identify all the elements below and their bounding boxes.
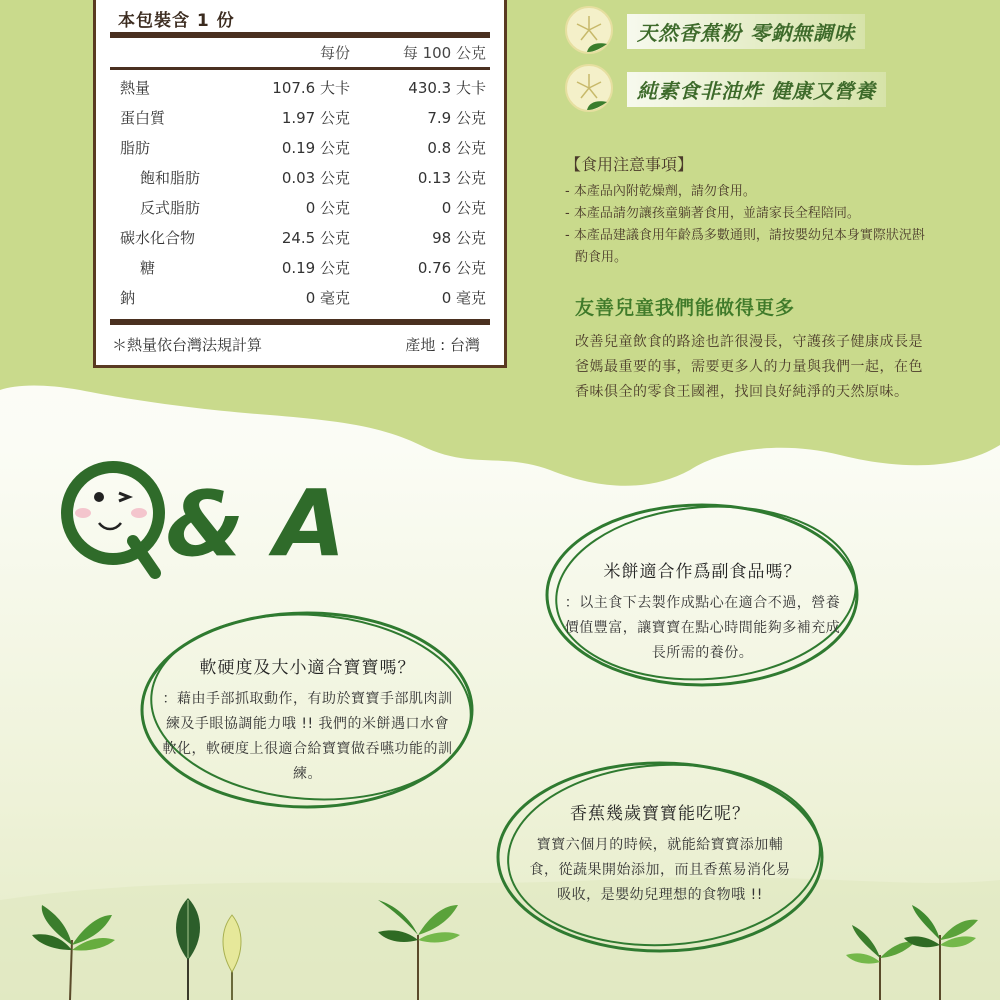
qa-ampersand-text: &: [165, 472, 245, 577]
nutrient-per-100g: 0.76 公克: [417, 259, 486, 277]
nutrition-row: [110, 222, 490, 252]
feature-item: [565, 64, 895, 110]
nutrient-name: 飽和脂肪: [140, 169, 201, 187]
nutrient-per-serving: 0.19 公克: [281, 259, 350, 277]
feature-text: 天然香蕉粉 零鈉無調味: [627, 14, 865, 49]
nutrient-per-serving: 107.6 大卡: [272, 79, 350, 97]
nutrient-per-serving: 0.03 公克: [281, 169, 350, 187]
qa-bubble: [135, 605, 480, 815]
answer-text: ：以主食下去製作成點心在適合不過，營養價值豐富，讓寶寶在點心時間能夠多補充成長所需的養份。: [564, 595, 841, 661]
story-body: 改善兒童飲食的路途也許很漫長，守護孩子健康成長是爸媽最重要的事，需要更多人的力量與我們一起，在色香味俱全的零食王國裡，找回良好純淨的天然原味。: [575, 334, 923, 400]
nutrient-per-serving: 1.97 公克: [281, 109, 350, 127]
banana-slice-icon: [565, 64, 613, 112]
divider: [110, 319, 490, 325]
nutrition-header: [110, 40, 490, 66]
note-item: - 本產品請勿讓孩童躺著食用，並請家長全程陪同。: [565, 206, 860, 221]
banana-slice-icon: [565, 6, 613, 54]
nutrition-row: [110, 132, 490, 162]
nutrition-row: [110, 162, 490, 192]
nutrition-row: [110, 282, 490, 312]
answer-text: ：藉由手部抓取動作，有助於寶寶手部肌肉訓練及手眼協調能力哦 !! 我們的米餅遇口水會軟化，軟硬度上很適合給寶寶做吞嚥功能的訓練。: [162, 691, 453, 782]
nutrient-per-100g: 0.13 公克: [417, 169, 486, 187]
nutrient-name: 脂肪: [120, 139, 151, 157]
answer-text: 寶寶六個月的時候，就能給寶寶添加輔食，從蔬果開始添加，而且香蕉易消化易吸收，是嬰幼兒理想的食物哦 !!: [529, 837, 791, 903]
nutrient-name: 蛋白質: [120, 109, 166, 127]
qa-a-text: A: [274, 470, 346, 577]
nutrient-name: 碳水化合物: [120, 229, 196, 247]
nutrient-per-100g: 0 公克: [441, 199, 486, 217]
divider: [110, 32, 490, 38]
origin-label: 產地 : 台灣: [405, 336, 480, 354]
question-text: 米餅適合作爲副食品嗎？: [603, 562, 802, 582]
feature-item: [565, 6, 895, 52]
usage-notes: [565, 152, 935, 269]
col-per-serving: 每份: [319, 44, 350, 62]
col-per-100g: 每 100 公克: [402, 44, 486, 62]
nutrient-per-serving: 0 公克: [305, 199, 350, 217]
nutrient-per-100g: 98 公克: [432, 229, 486, 247]
note-item: - 本產品內附乾燥劑，請勿食用。: [565, 184, 756, 199]
nutrition-row: [110, 192, 490, 222]
nutrition-row: [110, 102, 490, 132]
brand-story: [575, 293, 935, 405]
nutrient-per-100g: 0.8 公克: [427, 139, 486, 157]
qa-bubble: [490, 755, 830, 960]
divider: [110, 67, 490, 70]
nutrition-row: [110, 72, 490, 102]
note-item: - 本產品建議食用年齡爲多數通則，請按嬰幼兒本身實際狀況斟酌食用。: [565, 228, 925, 265]
smiley-q-icon: [67, 467, 159, 574]
nutrition-table: [93, 0, 507, 368]
qa-bubble: [540, 495, 865, 695]
nutrient-name: 熱量: [120, 79, 151, 97]
notes-title: 【食用注意事項】: [565, 155, 694, 174]
nutrient-name: 鈉: [120, 289, 136, 307]
serving-size: 本包裝含 1 份: [118, 11, 235, 31]
nutrition-row: [110, 252, 490, 282]
nutrient-name: 反式脂肪: [140, 199, 201, 217]
nutrient-per-100g: 0 毫克: [441, 289, 486, 307]
nutrient-per-100g: 7.9 公克: [427, 109, 486, 127]
nutrient-per-100g: 430.3 大卡: [408, 79, 486, 97]
feature-text: 純素食非油炸 健康又營養: [627, 72, 886, 107]
question-text: 香蕉幾歲寶寶能吃呢？: [570, 804, 750, 824]
nutrient-per-serving: 24.5 公克: [281, 229, 350, 247]
calorie-footnote: ＊熱量依台灣法規計算: [112, 336, 263, 354]
story-title: 友善兒童我們能做得更多: [575, 297, 796, 319]
nutrient-per-serving: 0 毫克: [305, 289, 350, 307]
question-text: 軟硬度及大小適合寶寶嗎？: [199, 658, 416, 678]
nutrient-name: 糖: [140, 259, 156, 277]
qa-logo: [55, 455, 365, 585]
nutrient-per-serving: 0.19 公克: [281, 139, 350, 157]
